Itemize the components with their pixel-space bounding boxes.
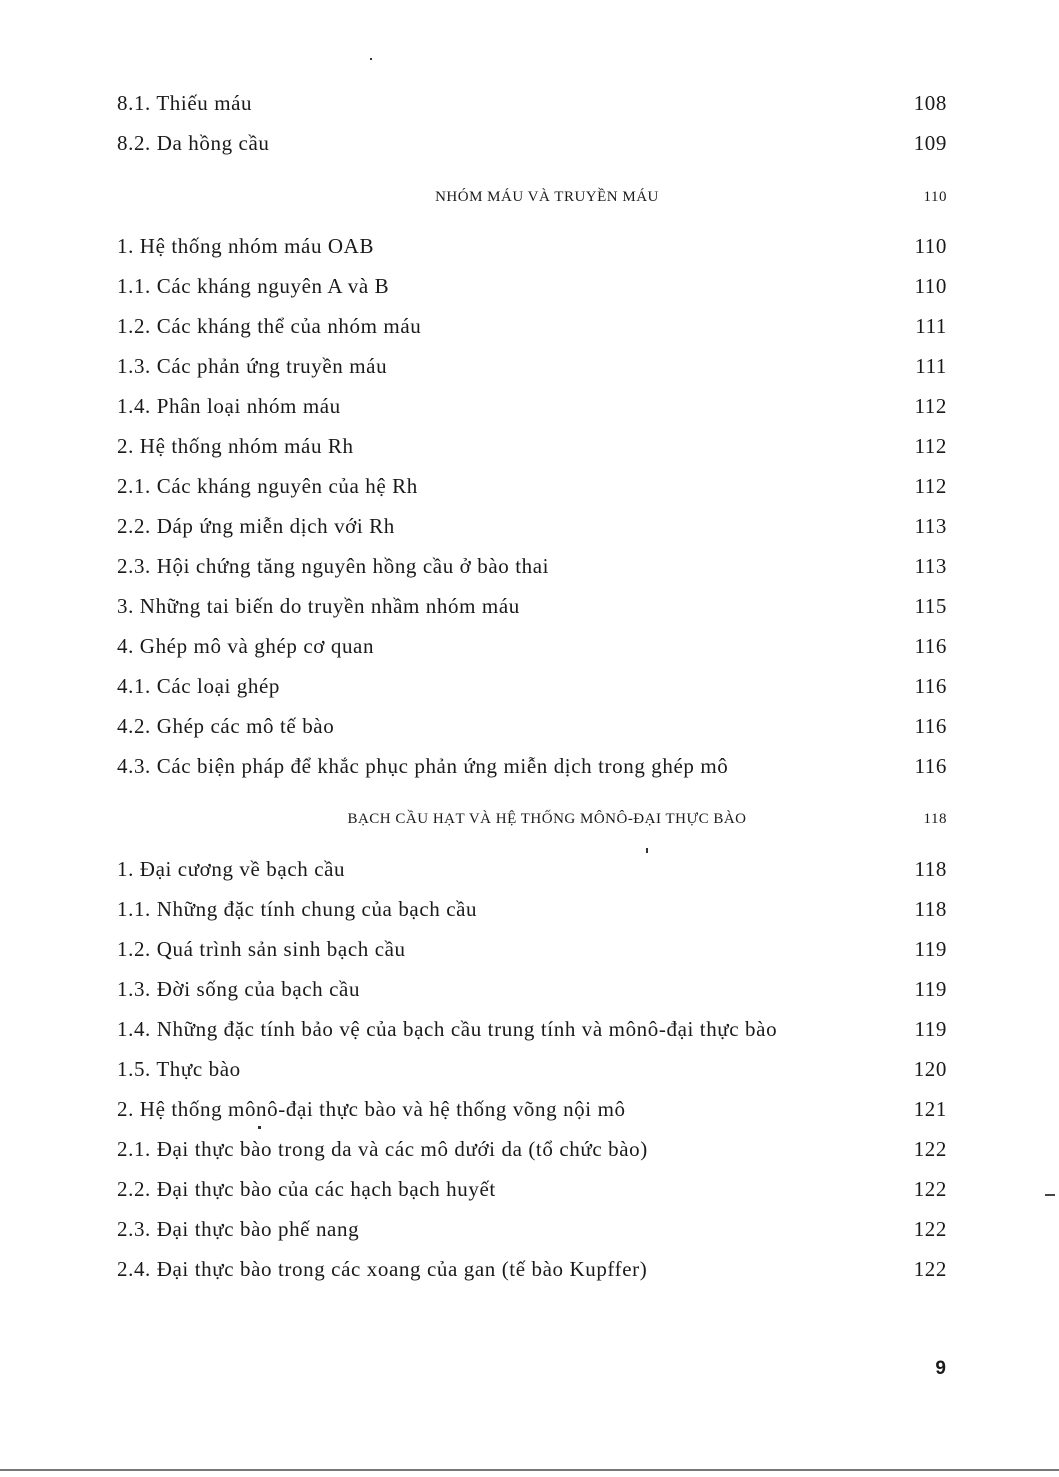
toc-entry-page: 110 [914, 234, 947, 258]
toc-entry [117, 751, 947, 781]
toc-entry-page: 122 [913, 1137, 947, 1161]
toc-entry-title: 1.2. Quá trình sản sinh bạch cầu [117, 937, 406, 961]
toc-entry-page: 119 [914, 937, 947, 961]
toc-entry [117, 511, 947, 541]
toc-entry-page: 112 [914, 394, 947, 418]
scan-speck [646, 848, 648, 853]
toc-entry-page: 122 [913, 1217, 947, 1241]
toc-entry [117, 1014, 947, 1044]
toc-entry-title: 2.4. Đại thực bào trong các xoang của gan (tế bào Kupffer) [117, 1257, 648, 1281]
toc-entry [117, 551, 947, 581]
toc-entry-page: 116 [914, 754, 947, 778]
toc-entry [117, 711, 947, 741]
page-number: 9 [935, 1358, 946, 1379]
toc-entry-page: 119 [914, 977, 947, 1001]
section-heading [117, 804, 947, 834]
toc-entry [117, 1214, 947, 1244]
toc-entry [117, 1174, 947, 1204]
scan-speck [258, 1126, 261, 1129]
toc-entry [117, 431, 947, 461]
toc-entry-title: 2.1. Đại thực bào trong da và các mô dưới da (tổ chức bào) [117, 1137, 648, 1161]
toc-entry-page: 115 [914, 594, 947, 618]
toc-entry-page: 122 [913, 1257, 947, 1281]
scan-speck [370, 58, 372, 60]
toc-entry [117, 974, 947, 1004]
toc-entry [117, 311, 947, 341]
toc-entry-page: 108 [913, 91, 947, 115]
toc-entry [117, 1254, 947, 1284]
toc-entry [117, 934, 947, 964]
toc-entry-title: 1.1. Các kháng nguyên A và B [117, 274, 390, 298]
toc-entry-title: 4.2. Ghép các mô tế bào [117, 714, 335, 738]
toc-entry [117, 1094, 947, 1124]
toc-entry [117, 271, 947, 301]
toc-entry-page: 122 [913, 1177, 947, 1201]
toc-entry-title: 2.3. Đại thực bào phế nang [117, 1217, 360, 1241]
toc-entry [117, 231, 947, 261]
toc-entry-page: 119 [914, 1017, 947, 1041]
toc-entry-title: 1.1. Những đặc tính chung của bạch cầu [117, 897, 478, 921]
toc-entry [117, 1134, 947, 1164]
toc-entry [117, 1054, 947, 1084]
toc-entry-title: 1.5. Thực bào [117, 1057, 241, 1081]
toc-entry-page: 116 [914, 714, 947, 738]
toc-entry [117, 591, 947, 621]
toc-entry-page: 116 [914, 674, 947, 698]
toc-entry-title: 2.2. Dáp ứng miễn dịch với Rh [117, 514, 395, 538]
toc-entry-title: 3. Những tai biến do truyền nhầm nhóm máu [117, 594, 520, 618]
toc-entry-page: 121 [913, 1097, 947, 1121]
toc-entry-title: 1.2. Các kháng thể của nhóm máu [117, 314, 422, 338]
toc-entry-title: 2.1. Các kháng nguyên của hệ Rh [117, 474, 418, 498]
toc-entry-title: 1. Đại cương về bạch cầu [117, 857, 346, 881]
section-heading-title: BẠCH CẦU HẠT VÀ HỆ THỐNG MÔNÔ-ĐẠI THỰC BÀO [347, 811, 747, 827]
toc-entry [117, 671, 947, 701]
toc-entry-page: 113 [914, 514, 947, 538]
toc-entry-page: 112 [914, 434, 947, 458]
toc-entry-page: 111 [915, 354, 947, 378]
toc-entry [117, 351, 947, 381]
toc-entry-page: 112 [914, 474, 947, 498]
toc-entry [117, 631, 947, 661]
toc-entry-page: 120 [913, 1057, 947, 1081]
toc-entry-page: 110 [914, 274, 947, 298]
toc-entry-page: 109 [913, 131, 947, 155]
toc-entry [117, 854, 947, 884]
toc-entry-page: 113 [914, 554, 947, 578]
toc-entry [117, 128, 947, 158]
toc-entry-page: 111 [915, 314, 947, 338]
toc-entry-title: 1.4. Những đặc tính bảo vệ của bạch cầu trung tính và mônô-đại thực bào [117, 1017, 778, 1041]
toc-entry [117, 391, 947, 421]
edge-mark [1045, 1194, 1055, 1196]
toc-entry [117, 894, 947, 924]
toc-entry [117, 88, 947, 118]
toc-entry-page: 116 [914, 634, 947, 658]
section-heading-title: NHÓM MÁU VÀ TRUYỀN MÁU [435, 189, 659, 205]
section-heading-page: 110 [923, 189, 947, 205]
toc-entry-title: 1.4. Phân loại nhóm máu [117, 394, 341, 418]
toc-entry-title: 4.1. Các loại ghép [117, 674, 281, 698]
toc-entry-title: 2.3. Hội chứng tăng nguyên hồng cầu ở bào thai [117, 554, 550, 578]
toc-entry-title: 4.3. Các biện pháp để khắc phục phản ứng miễn dịch trong ghép mô [117, 754, 729, 778]
toc-entry-title: 1.3. Đời sống của bạch cầu [117, 977, 361, 1001]
section-heading-page: 118 [923, 811, 947, 827]
toc-entry-title: 1. Hệ thống nhóm máu OAB [117, 234, 375, 258]
toc-entry-page: 118 [914, 897, 947, 921]
toc-entry-title: 2. Hệ thống mônô-đại thực bào và hệ thống võng nội mô [117, 1097, 626, 1121]
toc-entry [117, 471, 947, 501]
toc-entry-title: 8.1. Thiếu máu [117, 91, 253, 115]
toc-entry-title: 2. Hệ thống nhóm máu Rh [117, 434, 354, 458]
toc-entry-page: 118 [914, 857, 947, 881]
toc-entry-title: 2.2. Đại thực bào của các hạch bạch huyết [117, 1177, 496, 1201]
section-heading [117, 182, 947, 212]
toc-entry-title: 8.2. Da hồng cầu [117, 131, 270, 155]
toc-entry-title: 1.3. Các phản ứng truyền máu [117, 354, 388, 378]
toc-entry-title: 4. Ghép mô và ghép cơ quan [117, 634, 375, 658]
bottom-rule [0, 1469, 1059, 1471]
